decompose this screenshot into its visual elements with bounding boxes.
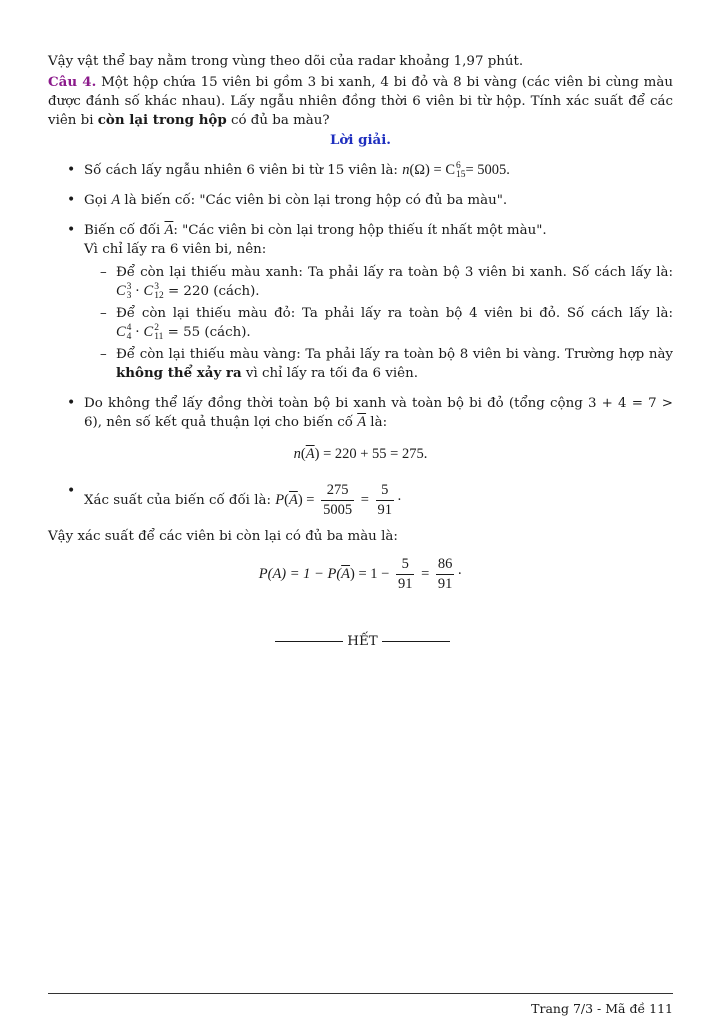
d2-c1-sup: 4 bbox=[126, 322, 132, 333]
d2-b: = 55 (cách). bbox=[163, 325, 251, 340]
bullet-complement bbox=[48, 221, 673, 383]
b4-var: $\overline{A}$ bbox=[357, 414, 367, 430]
end-rule-right bbox=[382, 641, 450, 642]
b5-f1-den: 5005 bbox=[323, 502, 353, 518]
case-no-blue: – Để còn lại thiếu màu xanh: Ta phải lấy ra toàn bộ 3 viên bi xanh. Số cách lấy là: C 3 3 · C 3 12 = 220 (cách). bbox=[84, 263, 673, 301]
b5-a: Xác suất của biến cố đối là: bbox=[84, 492, 276, 508]
solution-bullets bbox=[48, 161, 673, 432]
end-text: HẾT bbox=[347, 634, 378, 649]
final-f2-den: 91 bbox=[437, 576, 453, 592]
final-f1-den: 91 bbox=[397, 576, 413, 592]
b5-var: $\overline{A}$ bbox=[288, 491, 298, 508]
final-mid: ) = 1 − bbox=[350, 565, 393, 582]
d3-b: vì chỉ lấy ra tối đa 6 viên. bbox=[241, 366, 418, 381]
case-no-red: – Để còn lại thiếu màu đỏ: Ta phải lấy ra toàn bộ 4 viên bi đỏ. Số cách lấy là: C 4 4 · C 2 11 = 55 (cách). bbox=[84, 304, 673, 342]
b1-result: = 5005. bbox=[465, 162, 510, 178]
conclusion: Vậy xác suất để các viên bi còn lại có đủ ba màu là: bbox=[48, 529, 398, 544]
b5-f2-num: 5 bbox=[376, 482, 395, 501]
bullet-sample-space bbox=[48, 161, 673, 180]
d1-c1-sup: 3 bbox=[126, 281, 132, 292]
question-text-bold: còn lại trong hộp bbox=[97, 112, 227, 128]
final-end: · bbox=[457, 565, 463, 582]
b1-sup: 6 bbox=[456, 160, 461, 171]
b1-sub: 15 bbox=[456, 169, 466, 180]
b5-f1-num: 275 bbox=[321, 482, 354, 501]
d2-a: Để còn lại thiếu màu đỏ: Ta phải lấy ra toàn bộ 4 viên bi đỏ. Số cách lấy là: bbox=[116, 306, 673, 321]
d2-c1-sub: 4 bbox=[126, 331, 132, 342]
disp1-rest: = 220 + 55 = 275. bbox=[319, 446, 428, 462]
final-lhs: P(A) = 1 − P( bbox=[258, 565, 342, 582]
bullet-complement-prob: • Xác suất của biến cố đối là: $P(\overline{A})$ = $\frac{275}{5005}$ = $\frac{5}{91}$ · bbox=[48, 482, 673, 519]
display-final: $P(A) = 1 - P(\overline{A}) = 1$ − $\frac{5}{91}$ = $\frac{86}{91}$ · bbox=[258, 556, 463, 592]
d2-c2-sub: 11 bbox=[154, 331, 164, 342]
complement-cases bbox=[84, 263, 673, 383]
b5-p: P bbox=[275, 491, 285, 508]
b4-a: Do không thể lấy đồng thời toàn bộ bi xanh và toàn bộ bi đỏ (tổng cộng 3 + 4 = 7 > 6), nên số kết quả thuận lợi cho biến cố bbox=[84, 396, 673, 430]
b3-line2: Vì chỉ lấy ra 6 viên bi, nên: bbox=[84, 242, 267, 257]
d3-a: Để còn lại thiếu màu vàng: Ta phải lấy ra toàn bộ 8 viên bi vàng. Trường hợp này bbox=[116, 347, 673, 362]
page-footer: Trang 7/3 - Mã đề 111 bbox=[531, 1001, 673, 1016]
b3-var: $\overline{A}$ bbox=[164, 222, 174, 238]
b1-n: n bbox=[402, 162, 410, 178]
display-n-complement: $n(\overline{A}) = 220 + 55 = 275$. bbox=[293, 446, 428, 462]
document-body bbox=[48, 52, 673, 599]
b3-a: Biến cố đối bbox=[84, 223, 165, 238]
question-text-b: có đủ ba màu? bbox=[226, 113, 330, 128]
end-rule-left bbox=[275, 641, 343, 642]
b5-end: · bbox=[397, 491, 402, 508]
d1-a: Để còn lại thiếu màu xanh: Ta phải lấy ra toàn bộ 3 viên bi xanh. Số cách lấy là: bbox=[116, 265, 673, 280]
solution-title: Lời giải. bbox=[330, 132, 391, 148]
bullet-favorable bbox=[48, 394, 673, 432]
b1-text: Số cách lấy ngẫu nhiên 6 viên bi từ 15 viên là: bbox=[84, 163, 403, 178]
solution-bullets-2 bbox=[48, 482, 673, 519]
b4-b: là: bbox=[366, 415, 388, 430]
intro-line: Vậy vật thể bay nằm trong vùng theo dõi của radar khoảng 1,97 phút. bbox=[48, 54, 524, 69]
footer-divider bbox=[48, 993, 673, 994]
final-f1-num: 5 bbox=[396, 556, 415, 575]
question-text-a: Một hộp chứa 15 viên bi gồm 3 bi xanh, 4 bi đỏ và 8 bi vàng (các viên bi cùng màu được đánh số khác nhau). Lấy ngẫu nhiên đồng thời 6 viên bi từ hộp. Tính xác suất để các viên bi bbox=[48, 75, 673, 128]
final-var: $\overline{A}$ bbox=[341, 565, 351, 582]
d2-c2-sup: 2 bbox=[154, 322, 159, 333]
disp1-var: $\overline{A}$ bbox=[305, 446, 315, 462]
b2-b: là biến cố: "Các viên bi còn lại trong hộp có đủ ba màu". bbox=[120, 193, 508, 208]
case-no-yellow bbox=[84, 345, 673, 383]
b5-eq: ) = bbox=[297, 491, 319, 508]
d1-b: = 220 (cách). bbox=[163, 284, 260, 299]
bullet-event-a bbox=[48, 191, 673, 210]
end-marker bbox=[0, 632, 725, 651]
final-f2-num: 86 bbox=[436, 556, 455, 575]
b5-f2-den: 91 bbox=[377, 502, 393, 518]
disp1-n: n bbox=[293, 446, 301, 462]
b3-b: : "Các viên bi còn lại trong hộp thiếu ít nhất một màu". bbox=[173, 223, 547, 238]
question-label: Câu 4. bbox=[48, 74, 97, 90]
b1-math: (Ω) = C bbox=[409, 162, 455, 178]
d1-c1-sub: 3 bbox=[126, 290, 132, 301]
d1-c2-sup: 3 bbox=[154, 281, 159, 292]
d3-bold: không thể xảy ra bbox=[116, 365, 242, 381]
question-4 bbox=[48, 73, 673, 130]
b2-a: Gọi bbox=[84, 193, 112, 208]
b2-var: A bbox=[111, 192, 121, 208]
d1-c2-sub: 12 bbox=[154, 290, 164, 301]
